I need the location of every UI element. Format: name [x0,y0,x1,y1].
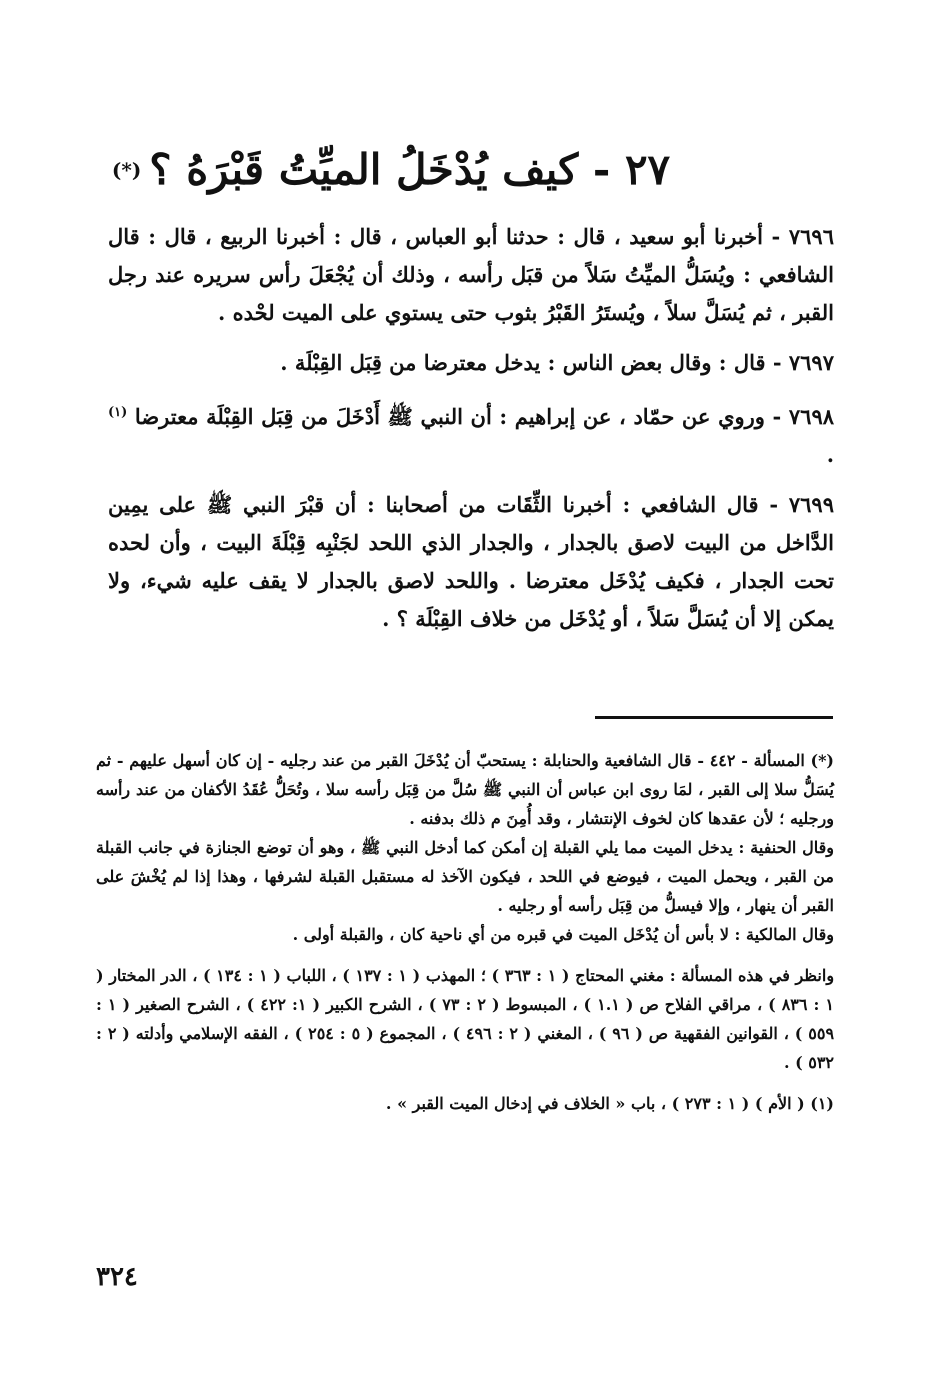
footnote-references: وانظر في هذه المسألة : مغني المحتاج ( ١ : ٣٦٣ ) ؛ المهذب ( ١ : ١٣٧ ) ، اللباب ( ١ : ١٣٤ ) ، الدر المختار ( ١ : ٨٣٦ ) ، مراقي الفلاح ص ( ١.١ ) ، المبسوط ( ٢ : ٧٣ ) ، الشرح الكبير ( ١: ٤٢٢ ) ، الشرح الصغير ( ١ : ٥٥٩ ) ، القوانين الفقهية ص ( ٩٦ ) ، المغني ( ٢ : ٤٩٦ ) ، المجموع ( ٥ : ٢٥٤ ) ، الفقه الإسلامي وأدلته ( ٢ : ٥٣٢ ) . [96,966,835,1072]
paragraph-7696: ٧٦٩٦ - أخبرنا أبو سعيد ، قال : حدثنا أبو العباس ، قال : أخبرنا الربيع ، قال : قال الشافعي : ويُسَلُّ الميِّتُ سَلاً من قبَل رأسه ، وذلك أن يُجْعَلَ رأس سريره عند رجل القبر ، ثم يُسَلَّ سلاً ، ويُستَرُ القَبْرُ بثوب حتى يستوي على الميت لحْده . [108,224,834,325]
main-text [108,218,834,650]
title-footnote-mark: (*) [111,158,142,182]
footnote-hanafi: وقال الحنفية : يدخل الميت مما يلي القبلة إن أمكن كما أدخل النبي ﷺ ، وهو أن توضع الجنازة في جانب القبلة من القبر ، ويحمل الميت ، فيوضع في اللحد ، فيكون الآخذ له مستقبل القبلة لشرفها ، وهذا إذا لم يُخْشَ على القبر أن ينهار ، وإلا فيسلُّ من قِبَل رأسه أو رجليه . [96,838,835,915]
section-title [60,140,722,200]
paragraph-7697: ٧٦٩٧ - قال : وقال بعض الناس : يدخل معترضا من قِبَل القِبْلَة . [280,350,834,375]
footnote-maliki: وقال المالكية : لا بأس أن يُدْخَل الميت في قبره من أي ناحية كان ، والقبلة أولى . [292,925,834,944]
paragraph-7698-end: . [826,442,834,467]
footnotes [96,746,834,1118]
paragraph-7698 [108,394,834,474]
footnote-asterisk: (*) المسألة - ٤٤٢ - قال الشافعية والحنابلة : يستحبّ أن يُدْخَلَ القبر من عند رجليه - إن كان أسهل عليهم - ثم يُسَلُّ سلا إلى القبر ، لمَا روى ابن عباس أن النبي ﷺ سُلَّ من قِبَل رأسه سلا ، وتُحَلُّ عُقَدُ الأكفان من عند رأسه ورجليه ؛ لأن عقدها كان لخوف الإنتشار ، وقد أُمِنَ م ذلك بدفنه . [96,751,835,828]
paragraph-7699: ٧٦٩٩ - قال الشافعي : أخبرنا الثِّقَات من أصحابنا : أن قبْرَ النبي ﷺ على يمِين الدَّاخل من البيت لاصق بالجدار ، والجدار الذي اللحد لجَنْبِه قِبْلَةَ البيت ، وأن لحده تحت الجدار ، فكيف يُدْخَل معترضا . واللحد لاصق بالجدار لا يقف عليه شيء، ولا يمكن إلا أن يُسَلَّ سَلاً ، أو يُدْخَل من خلاف القِبْلَة ؟ . [108,492,834,631]
footnote-separator [595,716,833,719]
footnote-1: (١) ( الأم ) ( ١ : ٢٧٣ ) ، باب « الخلاف في إدخال الميت القبر » . [385,1094,834,1113]
section-title-text: ٢٧ - كيف يُدْخَلُ الميِّتُ قَبْرَهُ ؟ [149,145,671,194]
paragraph-7698-text: ٧٦٩٨ - وروي عن حمّاد ، عن إبراهيم : أن النبي ﷺ أَدْخَلَ من قِبَل القِبْلَة معترضا [134,404,835,429]
page-number: ٣٢٤ [96,1262,138,1292]
footnote-ref-1: (١) [108,405,128,420]
